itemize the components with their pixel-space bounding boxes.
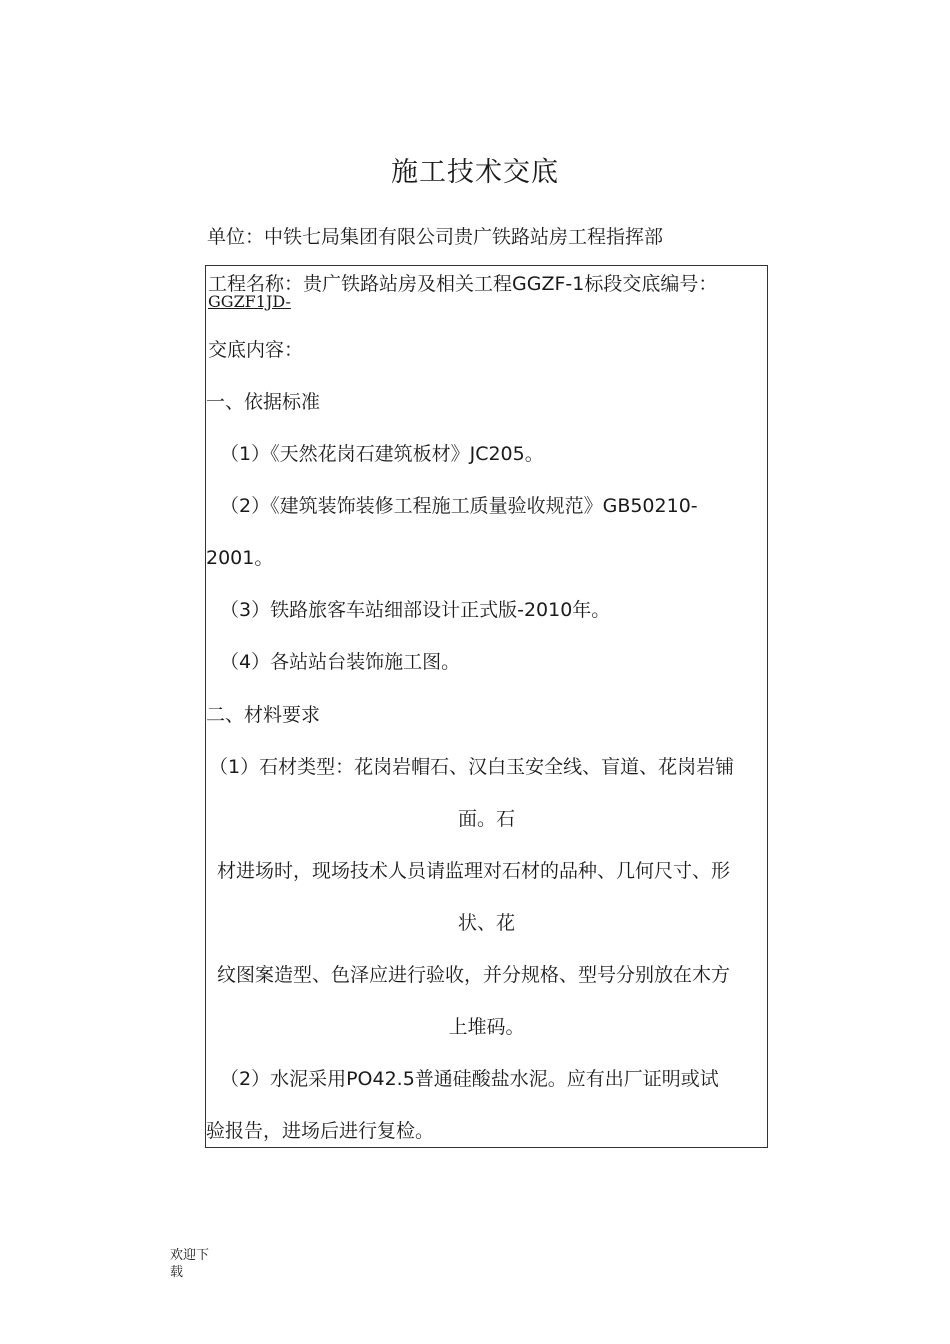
standard-item-2-cont: 2001。 [206, 547, 274, 569]
unit-line: 单位：中铁七局集团有限公司贵广铁路站房工程指挥部 [207, 226, 664, 248]
content-box [205, 265, 768, 1148]
standard-item-1: （1）《天然花岗石建筑板材》JC205。 [220, 443, 544, 465]
standard-item-4: （4）各站站台装饰施工图。 [220, 651, 461, 673]
material-line-2: 面。石 [457, 808, 515, 830]
material-line-4: 状、花 [457, 912, 515, 934]
project-name-line: 工程名称：贵广铁路站房及相关工程GGZF-1标段交底编号： [208, 273, 718, 295]
material-line-7: （2）水泥采用PO42.5普通硅酸盐水泥。应有出厂证明或试 [220, 1068, 719, 1090]
page-title: 施工技术交底 [391, 157, 559, 188]
footer-note [170, 1247, 209, 1281]
footer-line-1: 欢迎下 [170, 1248, 210, 1263]
material-line-1: （1）石材类型：花岗岩帽石、汉白玉安全线、盲道、花岗岩铺 [209, 756, 735, 778]
material-line-6: 上堆码。 [448, 1016, 525, 1038]
project-code-line: GGZF1JD- [208, 292, 291, 311]
section2-heading: 二、材料要求 [206, 704, 321, 726]
content-label: 交底内容： [208, 339, 304, 361]
section1-heading: 一、依据标准 [206, 391, 321, 413]
material-line-5: 纹图案造型、色泽应进行验收，并分规格、型号分别放在木方 [217, 964, 731, 986]
material-line-3: 材进场时，现场技术人员请监理对石材的品种、几何尺寸、形 [217, 860, 731, 882]
footer-line-2: 载 [170, 1265, 184, 1280]
standard-item-3: （3）铁路旅客车站细部设计正式版-2010年。 [220, 599, 611, 621]
standard-item-2: （2）《建筑装饰装修工程施工质量验收规范》GB50210- [220, 495, 698, 517]
material-line-8: 验报告，进场后进行复检。 [206, 1120, 435, 1142]
